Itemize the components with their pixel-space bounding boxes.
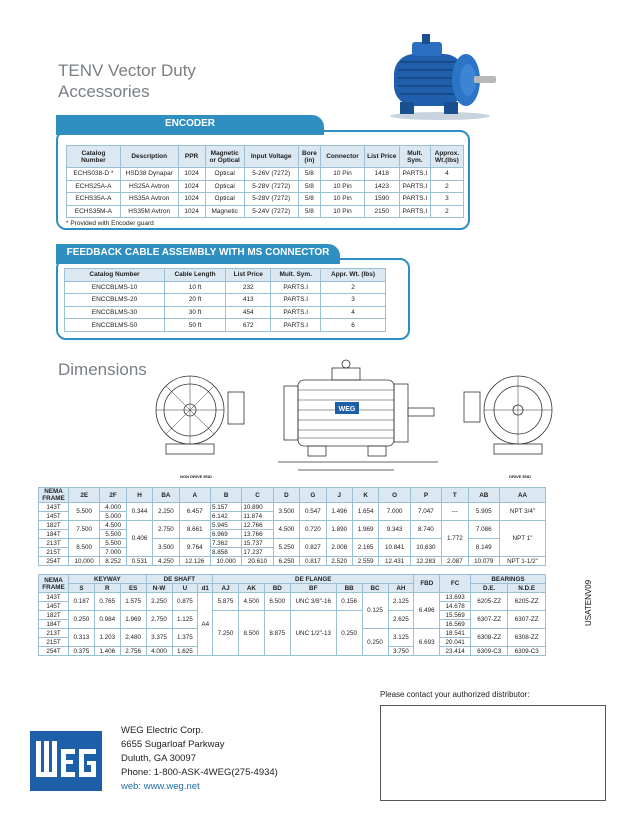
company-name: WEG Electric Corp. [121, 725, 204, 736]
frame-cell: 254T [39, 557, 69, 566]
table-header-row [65, 269, 386, 282]
cell: 8.740 [410, 521, 441, 539]
cell: 14.678 [440, 602, 471, 611]
cell: NPT 1-1/2" [500, 557, 546, 566]
table-cell: ECHS038-D * [67, 168, 121, 181]
cell: 6308-ZZ [470, 629, 507, 647]
dimensions-title: Dimensions [58, 360, 147, 379]
col-header: R [94, 584, 120, 593]
cell: 7.047 [410, 503, 441, 521]
table-cell: ECHS35M-A [67, 205, 121, 218]
cell: 0.125 [362, 593, 388, 629]
cell: 1.772 [442, 521, 468, 557]
table-row [67, 205, 464, 218]
col-header: D [273, 488, 299, 503]
frame-cell: 215T [39, 548, 69, 557]
feedback-table [64, 268, 386, 332]
cell: 8.858 [210, 548, 241, 557]
cell: 2.165 [352, 539, 378, 557]
col-header: NEMA FRAME [39, 488, 69, 503]
cell: 10.079 [468, 557, 499, 566]
cell: 0.250 [69, 611, 95, 629]
cell: 0.406 [126, 521, 152, 557]
cell: 0.250 [362, 629, 388, 656]
col-header: O [379, 488, 410, 503]
col-header: Bore (in) [298, 146, 321, 168]
cell: 10.630 [410, 539, 441, 557]
title-line-1: TENV Vector Duty [58, 61, 196, 80]
table-cell: 10 Pin [321, 205, 364, 218]
table-cell: 1024 [178, 193, 205, 206]
table-cell: 2 [430, 180, 463, 193]
col-header: Mult. Sym. [399, 146, 430, 168]
cell: 6309-C3 [508, 647, 546, 656]
col-header: AK [239, 584, 265, 593]
table-cell: 5/8 [298, 180, 321, 193]
cell: 17.237 [242, 548, 273, 557]
col-header: AH [388, 584, 414, 593]
col-header: U [172, 584, 198, 593]
weg-logo [30, 731, 102, 791]
table-cell: PARTS.I [399, 205, 430, 218]
table-row [67, 193, 464, 206]
cell: 8.661 [179, 521, 210, 539]
col-header: BA [153, 488, 179, 503]
table-cell: ENCCBLMS-10 [65, 281, 165, 294]
table-cell: 5-24V (7272) [244, 205, 298, 218]
cell: 2.008 [326, 539, 352, 557]
table-row [39, 557, 546, 566]
cell: 0.531 [126, 557, 152, 566]
cell: UNC 1/2"-13 [290, 611, 336, 656]
table-cell: 5/8 [298, 168, 321, 181]
table-cell: ENCCBLMS-50 [65, 319, 165, 332]
col-header: AB [468, 488, 499, 503]
motor-image [382, 32, 500, 122]
col-header: Approx. Wt.(lbs) [430, 146, 463, 168]
col-header: Connector [321, 146, 364, 168]
frame-cell: 213T [39, 629, 69, 638]
cell: 0.344 [126, 503, 152, 521]
col-header: D.E. [470, 584, 507, 593]
table-cell: 232 [226, 281, 271, 294]
col-header: List Price [364, 146, 399, 168]
cell: 4.500 [273, 521, 299, 539]
cell: 8.500 [239, 611, 265, 656]
frame-cell: 184T [39, 530, 69, 539]
cell: A4 [198, 593, 213, 656]
table-cell: 1024 [178, 180, 205, 193]
address-block [121, 724, 278, 794]
cell: 2.520 [326, 557, 352, 566]
cell: 4.250 [153, 557, 179, 566]
col-header: 2E [69, 488, 100, 503]
col-header: C [242, 488, 273, 503]
table-row [39, 611, 546, 620]
dimensions-table-2 [38, 574, 546, 656]
table-cell: 1418 [364, 168, 399, 181]
table-cell: PARTS.I [271, 306, 321, 319]
encoder-table [66, 145, 464, 218]
table-cell: HS35M Avtron [120, 205, 178, 218]
cell: 8.149 [468, 539, 499, 557]
cell: 1.203 [94, 629, 120, 647]
table-header-row [39, 488, 546, 503]
page-title [58, 60, 196, 102]
cell: 6307-ZZ [470, 611, 507, 629]
cell: 7.250 [213, 611, 239, 656]
cell: 6.496 [414, 593, 440, 629]
col-header: G [300, 488, 326, 503]
table-cell: PARTS.I [271, 281, 321, 294]
cell: 5.500 [69, 503, 100, 521]
cell: 12.126 [179, 557, 210, 566]
cell: 0.875 [172, 593, 198, 611]
group-header: FBD [414, 575, 440, 593]
distributor-box [380, 705, 606, 801]
col-header: P [410, 488, 441, 503]
table-cell: 10 Pin [321, 180, 364, 193]
table-cell: HS35A Avtron [120, 193, 178, 206]
cell: 10.000 [69, 557, 100, 566]
table-cell: 2 [430, 205, 463, 218]
frame-cell: 182T [39, 521, 69, 530]
cell: 4.000 [100, 503, 126, 512]
group-header: KEYWAY [69, 575, 147, 584]
cell: UNC 3/8"-16 [290, 593, 336, 611]
drawing-label-right: DRIVE END [509, 474, 531, 479]
table-header-row [67, 146, 464, 168]
cell: 4.000 [146, 647, 172, 656]
table-cell: 672 [226, 319, 271, 332]
table-row [65, 294, 386, 307]
table-cell: 5-26V (7272) [244, 168, 298, 181]
cell: 6205-ZZ [508, 593, 546, 611]
table-cell: 1024 [178, 168, 205, 181]
col-header: N-W [146, 584, 172, 593]
col-header: B [210, 488, 241, 503]
cell: 1.406 [94, 647, 120, 656]
cell: --- [442, 503, 468, 521]
table-cell: 2 [321, 281, 386, 294]
cell: 6.457 [179, 503, 210, 521]
cell: 1.496 [326, 503, 352, 521]
cell: 6.500 [264, 593, 290, 611]
cell: 3.500 [153, 539, 179, 557]
col-header: PPR [178, 146, 205, 168]
frame-cell: 145T [39, 512, 69, 521]
table-row [67, 168, 464, 181]
col-header: AJ [213, 584, 239, 593]
col-header: ES [120, 584, 146, 593]
table-cell: 5-28V (7272) [244, 193, 298, 206]
col-header: BD [264, 584, 290, 593]
cell: 5.500 [100, 530, 126, 539]
table-row [39, 521, 546, 530]
col-header: J [326, 488, 352, 503]
col-header: BB [336, 584, 362, 593]
phone-number: Phone: 1-800-ASK-4WEG(275-4934) [121, 767, 278, 778]
col-header: Catalog Number [65, 269, 165, 282]
table-cell: HS25A Avtron [120, 180, 178, 193]
cell: 7.500 [69, 521, 100, 539]
cell: 0.984 [94, 611, 120, 629]
table-cell: PARTS.I [271, 319, 321, 332]
cell: 3.375 [146, 629, 172, 647]
frame-cell: 254T [39, 647, 69, 656]
table-cell: 2150 [364, 205, 399, 218]
cell: 10.841 [379, 539, 410, 557]
table-cell: 10 Pin [321, 193, 364, 206]
cell: 6308-ZZ [508, 629, 546, 647]
group-header: DE FLANGE [213, 575, 414, 584]
cell: 8.252 [100, 557, 126, 566]
cell: 2.559 [352, 557, 378, 566]
cell: 6205-ZZ [470, 593, 507, 611]
cell: 3.750 [388, 647, 414, 656]
cell: 20.610 [242, 557, 273, 566]
col-header: AA [500, 488, 546, 503]
cell: 0.375 [69, 647, 95, 656]
col-header: 2F [100, 488, 126, 503]
col-header: Appr. Wt. (lbs) [321, 269, 386, 282]
group-header: DE SHAFT [146, 575, 213, 584]
cell: 2.250 [153, 503, 179, 521]
col-header: Mult. Sym. [271, 269, 321, 282]
cell: 13.693 [440, 593, 471, 602]
cell: 8.500 [69, 539, 100, 557]
col-header: Input Voltage [244, 146, 298, 168]
col-header: List Price [226, 269, 271, 282]
table-cell: 50 ft [165, 319, 226, 332]
cell: 13.766 [242, 530, 273, 539]
table-cell: 10 Pin [321, 168, 364, 181]
cell: 1.125 [172, 611, 198, 629]
cell: 2.756 [120, 647, 146, 656]
cell: 12.283 [410, 557, 441, 566]
drawing-badge: WEG [338, 406, 356, 413]
motor-dimension-drawing [148, 358, 566, 482]
table-row [39, 539, 546, 548]
cell: 6.693 [414, 629, 440, 656]
col-header: BF [290, 584, 336, 593]
cell: 6.969 [210, 530, 241, 539]
table-cell: Optical [205, 168, 244, 181]
table-row [65, 281, 386, 294]
document-code: USATENV09 [584, 579, 593, 626]
col-header: Cable Length [165, 269, 226, 282]
cell: 0.765 [94, 593, 120, 611]
table-cell: 3 [430, 193, 463, 206]
table-cell: 20 ft [165, 294, 226, 307]
col-header: K [352, 488, 378, 503]
cell: 5.875 [213, 593, 239, 611]
table-cell: 1423 [364, 180, 399, 193]
cell: 2.125 [388, 593, 414, 611]
frame-cell: 143T [39, 593, 69, 602]
contact-label: Please contact your authorized distributor: [380, 690, 530, 699]
col-header: Catalog Number [67, 146, 121, 168]
cell: 2.750 [153, 521, 179, 539]
cell: 0.187 [69, 593, 95, 611]
table-cell: Optical [205, 193, 244, 206]
cell: 6307-ZZ [508, 611, 546, 629]
table-cell: PARTS.I [399, 193, 430, 206]
col-header: NEMA FRAME [39, 575, 69, 593]
cell: 6.250 [273, 557, 299, 566]
cell: 0.156 [336, 593, 362, 611]
frame-cell: 213T [39, 539, 69, 548]
cell: 9.764 [179, 539, 210, 557]
table-cell: 413 [226, 294, 271, 307]
cell: 5.905 [468, 503, 499, 521]
table-cell: 10 ft [165, 281, 226, 294]
table-cell: ENCCBLMS-20 [65, 294, 165, 307]
cell: 10.890 [242, 503, 273, 512]
cell: NPT 1" [500, 521, 546, 557]
cell: 2.625 [388, 611, 414, 629]
table-cell: ENCCBLMS-30 [65, 306, 165, 319]
table-cell: 5/8 [298, 193, 321, 206]
cell: 1.654 [352, 503, 378, 521]
table-cell: 1590 [364, 193, 399, 206]
group-header: FC [440, 575, 471, 593]
cell: 0.817 [300, 557, 326, 566]
website-link[interactable]: web: www.weg.net [121, 781, 200, 792]
cell: 8.875 [264, 611, 290, 656]
cell: 1.375 [172, 629, 198, 647]
table-cell: PARTS.I [399, 180, 430, 193]
cell: 12.766 [242, 521, 273, 530]
table-row [39, 593, 546, 602]
frame-cell: 145T [39, 602, 69, 611]
col-header: d1 [198, 584, 213, 593]
cell: 16.569 [440, 620, 471, 629]
cell: 10.000 [210, 557, 241, 566]
table-cell: 6 [321, 319, 386, 332]
col-header: BC [362, 584, 388, 593]
col-header: Magnetic or Optical [205, 146, 244, 168]
cell: 1.969 [120, 611, 146, 629]
table-row [67, 180, 464, 193]
cell: 15.569 [440, 611, 471, 620]
table-header-row [39, 575, 546, 584]
col-header: N.D.E [508, 584, 546, 593]
table-cell: PARTS.I [399, 168, 430, 181]
cell: 0.827 [300, 539, 326, 557]
cell: 3.125 [388, 629, 414, 647]
frame-cell: 215T [39, 638, 69, 647]
street-address: 6655 Sugarloaf Parkway [121, 739, 225, 750]
cell: 0.547 [300, 503, 326, 521]
title-line-2: Accessories [58, 82, 150, 101]
table-cell: PARTS.I [271, 294, 321, 307]
table-cell: Optical [205, 180, 244, 193]
cell: NPT 3/4" [500, 503, 546, 521]
cell: 23.414 [440, 647, 471, 656]
table-cell: 30 ft [165, 306, 226, 319]
col-header: S [69, 584, 95, 593]
col-header: T [442, 488, 468, 503]
table-cell: 4 [321, 306, 386, 319]
encoder-note: * Provided with Encoder guard [66, 220, 154, 227]
table-cell: ECHS25A-A [67, 180, 121, 193]
table-row [39, 503, 546, 512]
frame-cell: 184T [39, 620, 69, 629]
cell: 6.142 [210, 512, 241, 521]
frame-cell: 143T [39, 503, 69, 512]
group-header: BEARINGS [470, 575, 545, 584]
cell: 12.431 [379, 557, 410, 566]
encoder-tab: ENCODER [56, 115, 324, 135]
feedback-tab: FEEDBACK CABLE ASSEMBLY WITH MS CONNECTOR [56, 244, 340, 264]
cell: 20.041 [440, 638, 471, 647]
cell: 18.541 [440, 629, 471, 638]
table-row [65, 306, 386, 319]
cell: 15.737 [242, 539, 273, 548]
table-row [65, 319, 386, 332]
cell: 2.250 [146, 593, 172, 611]
drawing-label-left: NON DRIVE END [180, 474, 212, 479]
cell: 0.720 [300, 521, 326, 539]
cell: 4.500 [100, 521, 126, 530]
cell: 1.575 [120, 593, 146, 611]
cell: 1.969 [352, 521, 378, 539]
table-cell: Magnetic [205, 205, 244, 218]
table-cell: ECHS35A-A [67, 193, 121, 206]
cell: 9.343 [379, 521, 410, 539]
cell: 2.480 [120, 629, 146, 647]
cell: 5.500 [100, 539, 126, 548]
table-cell: 3 [321, 294, 386, 307]
cell: 3.500 [273, 503, 299, 521]
col-header: A [179, 488, 210, 503]
cell: 0.250 [336, 611, 362, 656]
cell: 2.087 [442, 557, 468, 566]
cell: 1.890 [326, 521, 352, 539]
city-address: Duluth, GA 30097 [121, 753, 196, 764]
frame-cell: 182T [39, 611, 69, 620]
col-header: Description [120, 146, 178, 168]
table-cell: HSD38 Dynapar [120, 168, 178, 181]
cell: 2.750 [146, 611, 172, 629]
cell: 7.000 [100, 548, 126, 557]
cell: 7.362 [210, 539, 241, 548]
cell: 4.500 [239, 593, 265, 611]
cell: 5.157 [210, 503, 241, 512]
table-cell: 4 [430, 168, 463, 181]
cell: 6309-C3 [470, 647, 507, 656]
table-cell: 5/8 [298, 205, 321, 218]
cell: 0.313 [69, 629, 95, 647]
cell: 5.000 [100, 512, 126, 521]
table-cell: 454 [226, 306, 271, 319]
cell: 7.086 [468, 521, 499, 539]
table-cell: 5-28V (7272) [244, 180, 298, 193]
cell: 5.250 [273, 539, 299, 557]
col-header: H [126, 488, 152, 503]
cell: 1.625 [172, 647, 198, 656]
cell: 5.945 [210, 521, 241, 530]
cell: 7.000 [379, 503, 410, 521]
cell: 11.874 [242, 512, 273, 521]
table-cell: 1024 [178, 205, 205, 218]
dimensions-table-1 [38, 487, 546, 566]
